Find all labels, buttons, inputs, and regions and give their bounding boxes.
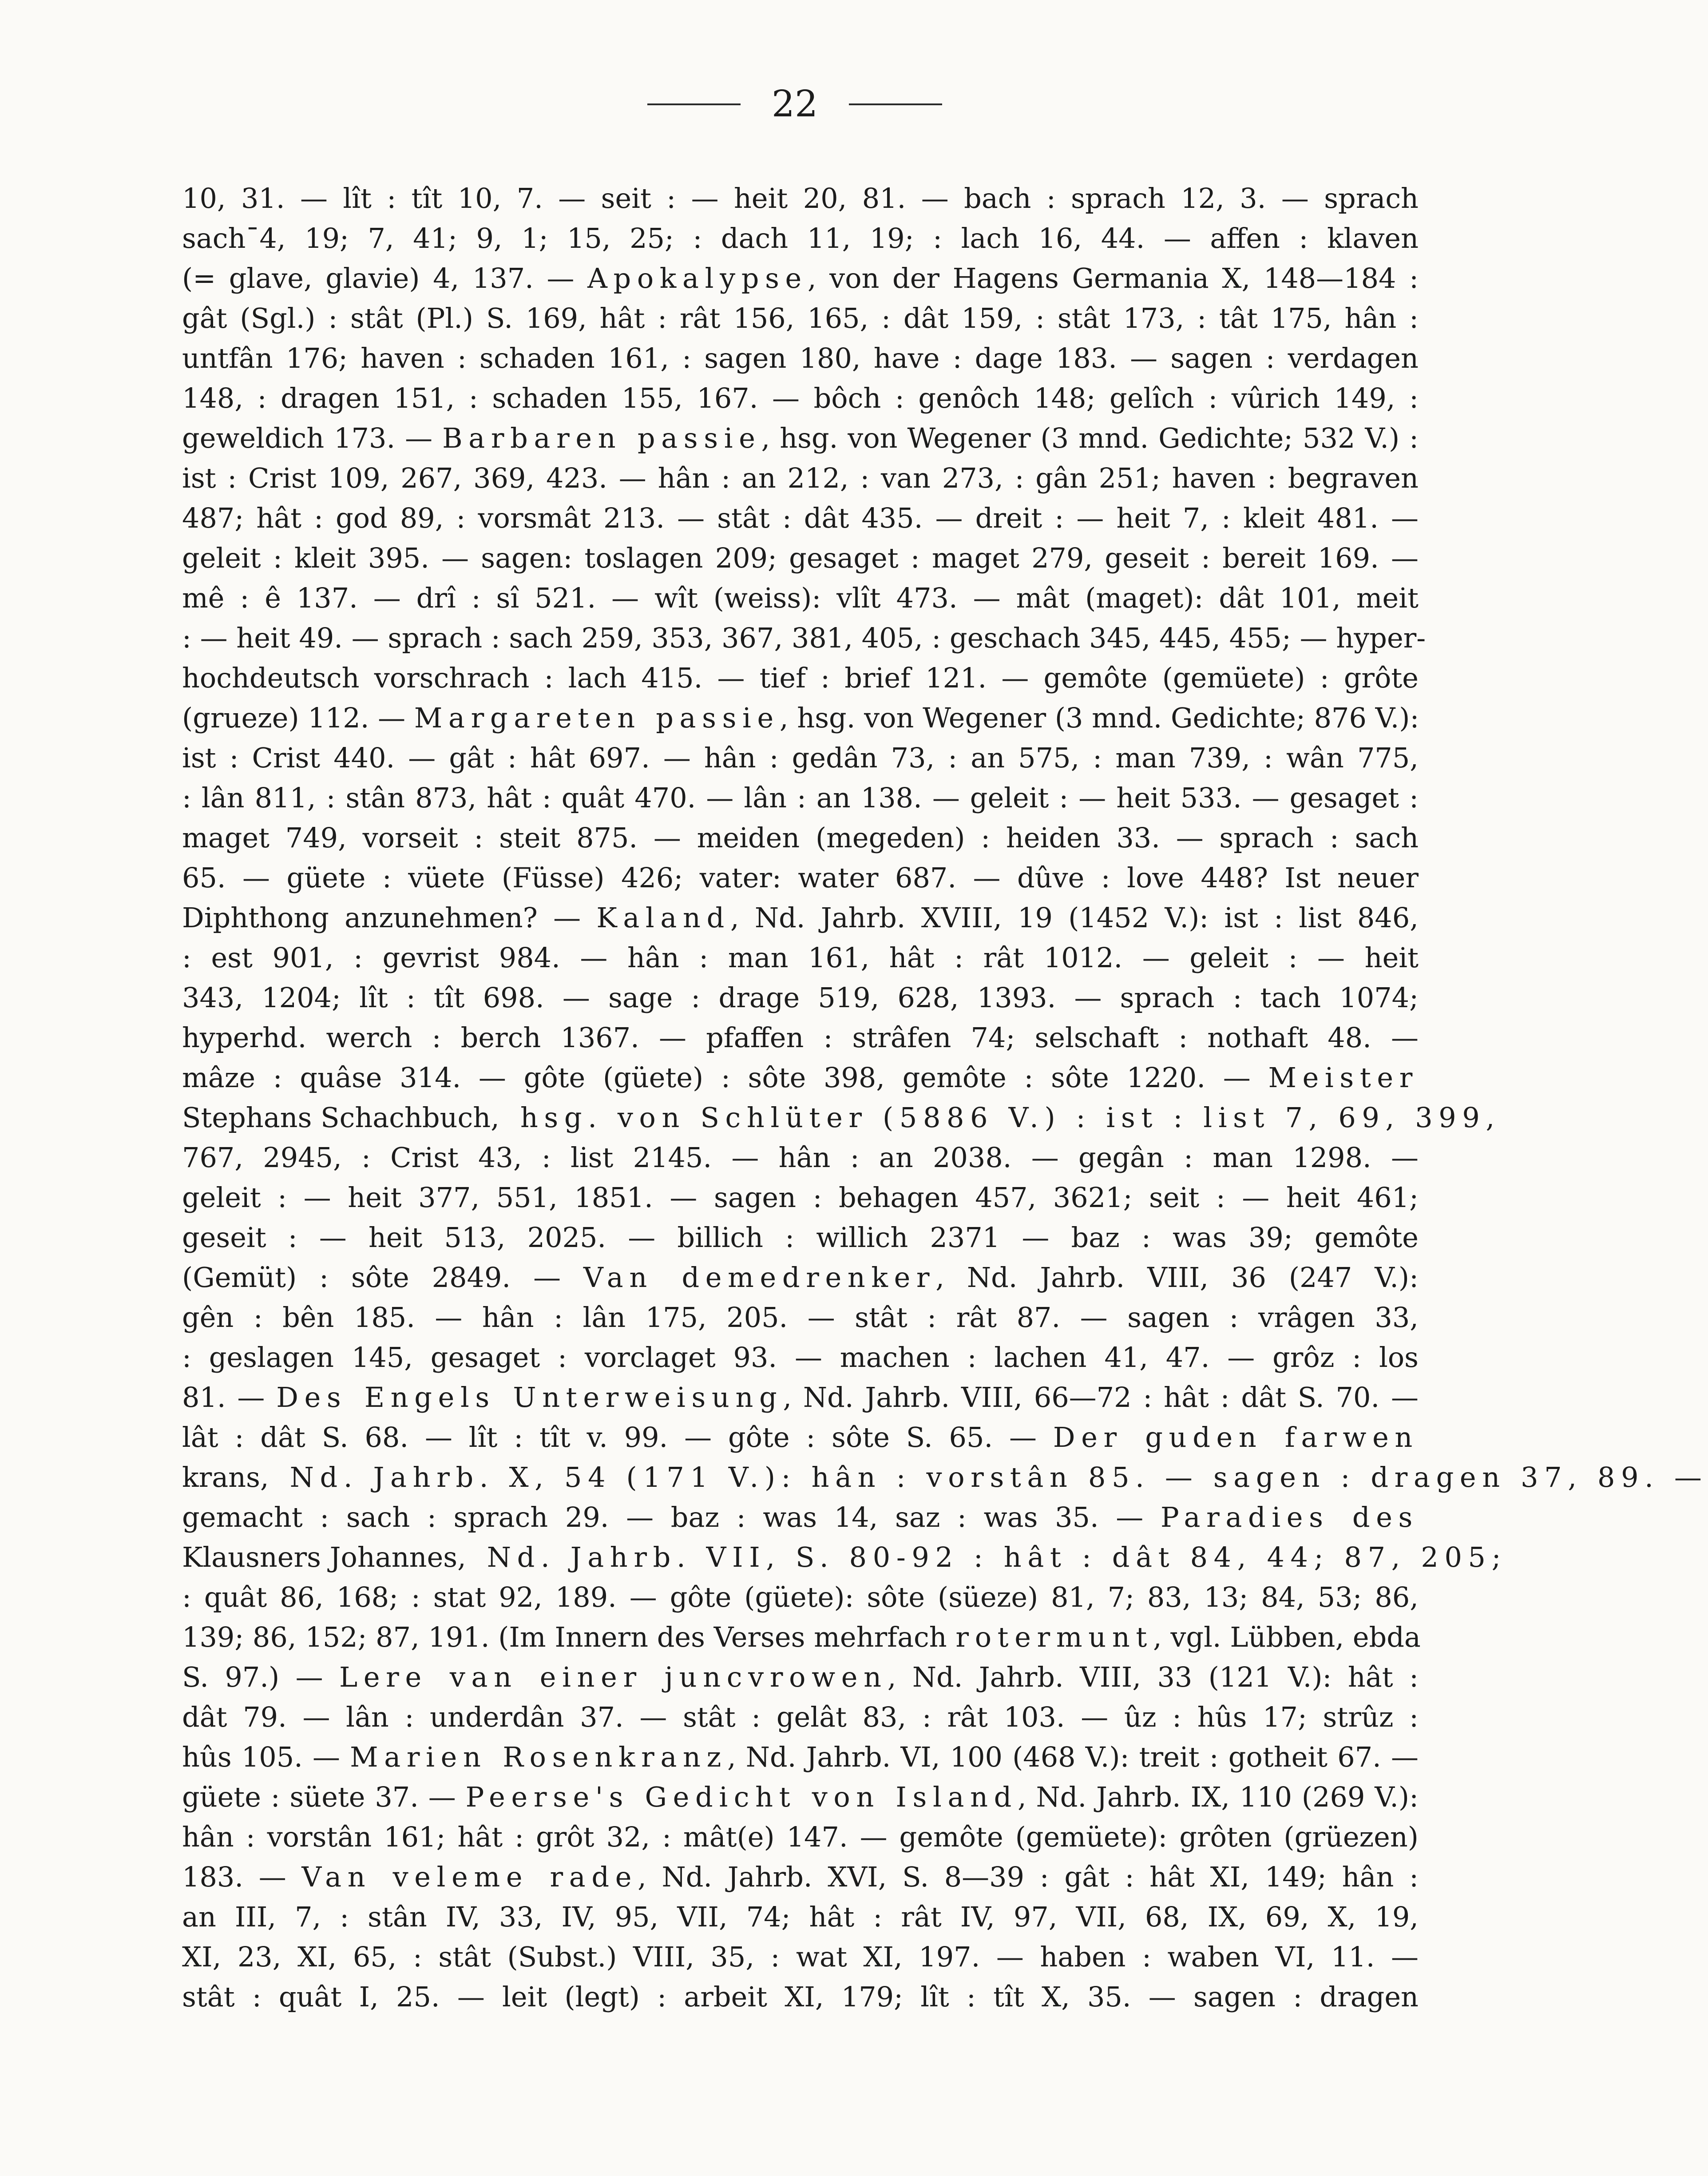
text-line	[182, 1098, 1501, 1138]
text-line	[182, 1218, 1419, 1258]
text-line	[182, 1058, 1419, 1098]
line-text: hân : vorstân 161; hât : grôt 32, : mât(e) 147. — gemôte (gemüete): grôten (grüezen)	[182, 1821, 1419, 1853]
line-text: 767, 2945, : Crist 43, : list 2145. — hân : an 2038. — gegân : man 1298. —	[182, 1141, 1419, 1174]
header-rule-right	[849, 103, 942, 105]
line-text: geseit : — heit 513, 2025. — billich : willich 2371 — baz : was 39; gemôte	[182, 1221, 1419, 1254]
spaced-title: Barbaren passie	[442, 422, 761, 454]
line-text: , hsg. von Wegener (3 mnd. Gedichte; 876 V.):	[779, 702, 1419, 734]
line-text: gemacht : sach : sprach 29. — baz : was 14, saz : was 35. —	[182, 1501, 1161, 1533]
text-line	[182, 1697, 1419, 1737]
text-line	[182, 538, 1419, 578]
text-line	[182, 1258, 1419, 1298]
text-line	[182, 1418, 1419, 1457]
page-header	[0, 78, 1589, 131]
spaced-title: , Nd. Jahrb. X, 54 (171 V.): hân : vorstân 85. — sagen : dragen 37, 89. —	[260, 1461, 1708, 1493]
text-line	[182, 1897, 1419, 1937]
line-text: stât : quât I, 25. — leit (legt) : arbeit XI, 179; lît : tît X, 35. — sagen : dragen	[182, 1981, 1419, 2013]
line-text: 139; 86, 152; 87, 191. (Im Innern des Verses mehrfach	[182, 1621, 956, 1653]
line-text: sach¯4, 19; 7, 41; 9, 1; 15, 25; : dach 11, 19; : lach 16, 44. — affen : klaven	[182, 222, 1419, 254]
text-line	[182, 1338, 1419, 1378]
spaced-title: Der guden farwen	[1053, 1421, 1419, 1453]
text-line	[182, 1737, 1419, 1777]
line-text: : geslagen 145, gesaget : vorclaget 93. — machen : lachen 41, 47. — grôz : los	[182, 1341, 1419, 1374]
text-line	[182, 898, 1419, 938]
spaced-title: Kaland	[596, 901, 730, 934]
line-text: hochdeutsch vorschrach : lach 415. — tief : brief 121. — gemôte (gemüete) : grôte	[182, 662, 1419, 694]
text-line	[182, 778, 1419, 818]
text-line	[182, 1617, 1419, 1657]
spaced-title: , hsg. von Schlüter (5886 V.) : ist : list 7, 69, 399,	[491, 1101, 1501, 1134]
text-line	[182, 1378, 1419, 1418]
line-text: (grueze) 112. —	[182, 702, 414, 734]
page-number: 22	[771, 83, 818, 125]
line-text: 343, 1204; lît : tît 698. — sage : drage 519, 628, 1393. — sprach : tach 1074;	[182, 981, 1419, 1014]
spaced-title: rotermunt	[955, 1621, 1153, 1653]
line-text: dât 79. — lân : underdân 37. — stât : gelât 83, : rât 103. — ûz : hûs 17; strûz :	[182, 1701, 1419, 1733]
text-line	[182, 258, 1419, 298]
text-line	[182, 1178, 1419, 1218]
line-text: geleit : — heit 377, 551, 1851. — sagen : behagen 457, 3621; seit : — heit 461;	[182, 1181, 1419, 1214]
line-text: 65. — güete : vüete (Füsse) 426; vater: water 687. — dûve : love 448? Ist neuer	[182, 862, 1419, 894]
line-text: S. 97.) —	[182, 1661, 340, 1693]
line-text: , von der Hagens Germania X, 148—184 :	[807, 262, 1419, 294]
text-line	[182, 458, 1419, 498]
text-line	[182, 218, 1419, 258]
line-text: : lân 811, : stân 873, hât : quât 470. — lân : an 138. — geleit : — heit 533. — gesaget :	[182, 782, 1419, 814]
spaced-title: Des Engels Unterweisung	[276, 1381, 783, 1414]
line-text: (Gemüt) : sôte 2849. —	[182, 1261, 583, 1294]
line-text: 148, : dragen 151, : schaden 155, 167. — bôch : genôch 148; gelîch : vûrich 149, :	[182, 382, 1419, 414]
line-text: hûs 105. —	[182, 1741, 350, 1773]
text-line	[182, 378, 1419, 418]
text-line	[182, 1497, 1419, 1537]
line-text: Klausners Johannes	[182, 1541, 458, 1573]
line-text: geleit : kleit 395. — sagen: toslagen 209; gesaget : maget 279, geseit : bereit 169. —	[182, 542, 1419, 574]
line-text: , Nd. Jahrb. VI, 100 (468 V.): treit : gotheit 67. —	[727, 1741, 1419, 1773]
line-text: ist : Crist 109, 267, 369, 423. — hân : an 212, : van 273, : gân 251; haven : begraven	[182, 462, 1419, 494]
line-text: XI, 23, XI, 65, : stât (Subst.) VIII, 35, : wat XI, 197. — haben : waben VI, 11. —	[182, 1941, 1419, 1973]
text-line	[182, 978, 1419, 1018]
text-line	[182, 298, 1419, 338]
text-line	[182, 1537, 1507, 1577]
text-line	[182, 1018, 1419, 1058]
text-line	[182, 1457, 1708, 1497]
text-line	[182, 1138, 1419, 1178]
line-text: , Nd. Jahrb. IX, 110 (269 V.):	[1017, 1781, 1419, 1813]
text-line	[182, 658, 1419, 698]
line-text: hyperhd. werch : berch 1367. — pfaffen : strâfen 74; selschaft : nothaft 48. —	[182, 1021, 1419, 1054]
spaced-title: Van veleme rade	[301, 1861, 638, 1893]
line-text: Stephans Schachbuch	[182, 1101, 491, 1134]
text-line	[182, 938, 1419, 978]
line-text: , Nd. Jahrb. VIII, 36 (247 V.):	[935, 1261, 1419, 1294]
text-line	[182, 618, 1426, 658]
spaced-title: Paradies des	[1160, 1501, 1419, 1533]
spaced-title: Meister	[1268, 1061, 1419, 1094]
line-text: ist : Crist 440. — gât : hât 697. — hân : gedân 73, : an 575, : man 739, : wân 775,	[182, 742, 1419, 774]
line-text: , Nd. Jahrb. XVI, S. 8—39 : gât : hât XI, 149; hân :	[638, 1861, 1419, 1893]
line-text: (= glave, glavie) 4, 137. —	[182, 262, 588, 294]
spaced-title: Marien Rosenkranz	[350, 1741, 727, 1773]
line-text: geweldich 173. —	[182, 422, 443, 454]
header-rule-left	[647, 103, 741, 105]
text-line	[182, 1817, 1419, 1857]
text-line	[182, 498, 1419, 538]
text-line	[182, 1577, 1419, 1617]
text-line	[182, 698, 1419, 738]
line-text: güete : süete 37. —	[182, 1781, 466, 1813]
spaced-title: Van demedrenker	[583, 1261, 936, 1294]
line-text: : quât 86, 168; : stat 92, 189. — gôte (güete): sôte (süeze) 81, 7; 83, 13; 84, 53; 86,	[182, 1581, 1419, 1613]
line-text: 10, 31. — lît : tît 10, 7. — seit : — heit 20, 81. — bach : sprach 12, 3. — sprach	[182, 182, 1419, 214]
line-text: , hsg. von Wegener (3 mnd. Gedichte; 532 V.) :	[761, 422, 1419, 454]
text-line	[182, 858, 1419, 898]
text-line	[182, 1298, 1419, 1338]
line-text: , Nd. Jahrb. VIII, 33 (121 V.): hât :	[887, 1661, 1419, 1693]
text-line	[182, 1857, 1419, 1897]
line-text: Diphthong anzunehmen? —	[182, 901, 597, 934]
line-text: mê : ê 137. — drî : sî 521. — wît (weiss): vlît 473. — mât (maget): dât 101, meit	[182, 582, 1419, 614]
text-line	[182, 738, 1419, 778]
spaced-title: , Nd. Jahrb. VII, S. 80-92 : hât : dât 84, 44; 87, 205;	[457, 1541, 1507, 1573]
text-line	[182, 1937, 1419, 1977]
text-line	[182, 418, 1419, 458]
text-body	[182, 179, 1708, 2017]
line-text: : est 901, : gevrist 984. — hân : man 161, hât : rât 1012. — geleit : — heit	[182, 941, 1419, 974]
text-line	[182, 818, 1419, 858]
text-line	[182, 1657, 1419, 1697]
line-text: untfân 176; haven : schaden 161, : sagen 180, have : dage 183. — sagen : verdagen	[182, 342, 1419, 374]
spaced-title: Apokalypse	[587, 262, 808, 294]
line-text: lât : dât S. 68. — lît : tît v. 99. — gôte : sôte S. 65. —	[182, 1421, 1053, 1453]
line-text: 487; hât : god 89, : vorsmât 213. — stât : dât 435. — dreit : — heit 7, : kleit 481. —	[182, 502, 1419, 534]
line-text: 183. —	[182, 1861, 302, 1893]
text-line	[182, 1977, 1419, 2017]
line-text: 81. —	[182, 1381, 277, 1414]
line-text: : — heit 49. — sprach : sach 259, 353, 367, 381, 405, : geschach 345, 445, 455; — hyper-	[182, 622, 1426, 654]
line-text: , vgl. Lübben, ebda	[1153, 1621, 1421, 1653]
line-text: maget 749, vorseit : steit 875. — meiden (megeden) : heiden 33. — sprach : sach	[182, 822, 1419, 854]
text-line	[182, 578, 1419, 618]
line-text: krans	[182, 1461, 260, 1493]
text-line	[182, 179, 1419, 218]
line-text: gât (Sgl.) : stât (Pl.) S. 169, hât : rât 156, 165, : dât 159, : stât 173, : tât 175, hân :	[182, 302, 1419, 334]
line-text: , Nd. Jahrb. VIII, 66—72 : hât : dât S. 70. —	[783, 1381, 1419, 1414]
spaced-title: Lere van einer juncvrowen	[339, 1661, 888, 1693]
line-text: mâze : quâse 314. — gôte (güete) : sôte 398, gemôte : sôte 1220. —	[182, 1061, 1268, 1094]
line-text: , Nd. Jahrb. XVIII, 19 (1452 V.): ist : list 846,	[730, 901, 1419, 934]
text-line	[182, 1777, 1419, 1817]
line-text: an III, 7, : stân IV, 33, IV, 95, VII, 74; hât : rât IV, 97, VII, 68, IX, 69, X, 19,	[182, 1901, 1419, 1933]
spaced-title: Peerse's Gedicht von Island	[465, 1781, 1018, 1813]
text-line	[182, 338, 1419, 378]
line-text: gên : bên 185. — hân : lân 175, 205. — stât : rât 87. — sagen : vrâgen 33,	[182, 1301, 1419, 1334]
spaced-title: Margareten passie	[414, 702, 780, 734]
